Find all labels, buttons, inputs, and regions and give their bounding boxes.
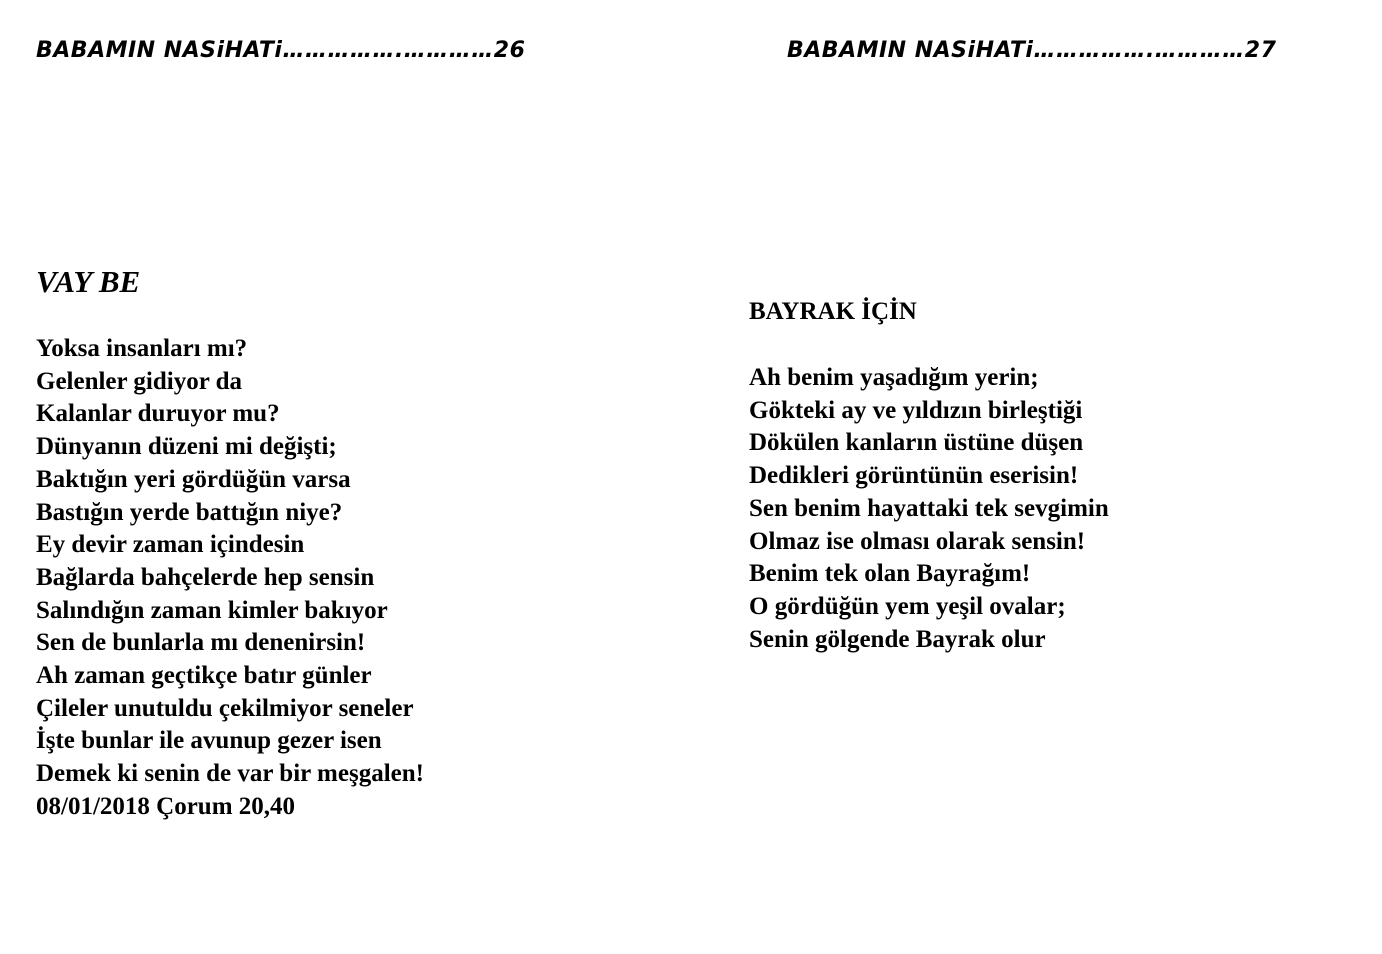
poem-line: Ah zaman geçtikçe batır günler bbox=[36, 662, 372, 690]
poem-line: Sen benim hayattaki tek sevgimin bbox=[749, 494, 1109, 522]
right-page bbox=[691, 0, 1382, 954]
poem-line: Olmaz ise olması olarak sensin! bbox=[749, 527, 1086, 555]
right-running-header: BABAMIN NASiHATi…………….…………27 bbox=[787, 38, 1277, 63]
poem-line: Dökülen kanların üstüne düşen bbox=[749, 429, 1084, 457]
poem-line: Bağlarda bahçelerde hep sensin bbox=[36, 563, 375, 591]
right-poem-lines bbox=[749, 362, 1109, 656]
poem-line: Bastığın yerde battığın niye? bbox=[36, 498, 343, 526]
poem-line: Dünyanın düzeni mi değişti; bbox=[36, 433, 337, 461]
poem-line: Demek ki senin de var bir meşgalen! bbox=[36, 760, 424, 788]
poem-line: Çileler unutuldu çekilmiyor seneler bbox=[36, 694, 414, 722]
poem-line: Kalanlar duruyor mu? bbox=[36, 400, 280, 428]
poem-line: O gördüğün yem yeşil ovalar; bbox=[749, 592, 1066, 620]
poem-line: Baktığın yeri gördüğün varsa bbox=[36, 465, 351, 493]
poem-line: Ey devir zaman içindesin bbox=[36, 531, 305, 559]
right-poem-title: BAYRAK İÇİN bbox=[749, 298, 917, 325]
left-poem-lines bbox=[36, 333, 424, 824]
poem-line: Sen de bunlarla mı denenirsin! bbox=[36, 629, 366, 657]
poem-line: Salındığın zaman kimler bakıyor bbox=[36, 596, 388, 624]
poem-line: Dedikleri görüntünün eserisin! bbox=[749, 462, 1079, 490]
poem-line: İşte bunlar ile avunup gezer isen bbox=[36, 727, 382, 755]
poem-line: Senin gölgende Bayrak olur bbox=[749, 625, 1046, 653]
poem-date-line: 08/01/2018 Çorum 20,40 bbox=[36, 792, 296, 820]
left-poem-title: VAY BE bbox=[36, 264, 141, 299]
poem-line: Benim tek olan Bayrağım! bbox=[749, 560, 1031, 588]
poem-line: Ah benim yaşadığım yerin; bbox=[749, 364, 1039, 391]
poem-line: Gökteki ay ve yıldızın birleştiği bbox=[749, 396, 1083, 424]
left-running-header: BABAMIN NASiHATi…………….…………26 bbox=[36, 38, 526, 63]
poem-line: Yoksa insanları mı? bbox=[36, 335, 248, 362]
poem-line: Gelenler gidiyor da bbox=[36, 367, 243, 395]
